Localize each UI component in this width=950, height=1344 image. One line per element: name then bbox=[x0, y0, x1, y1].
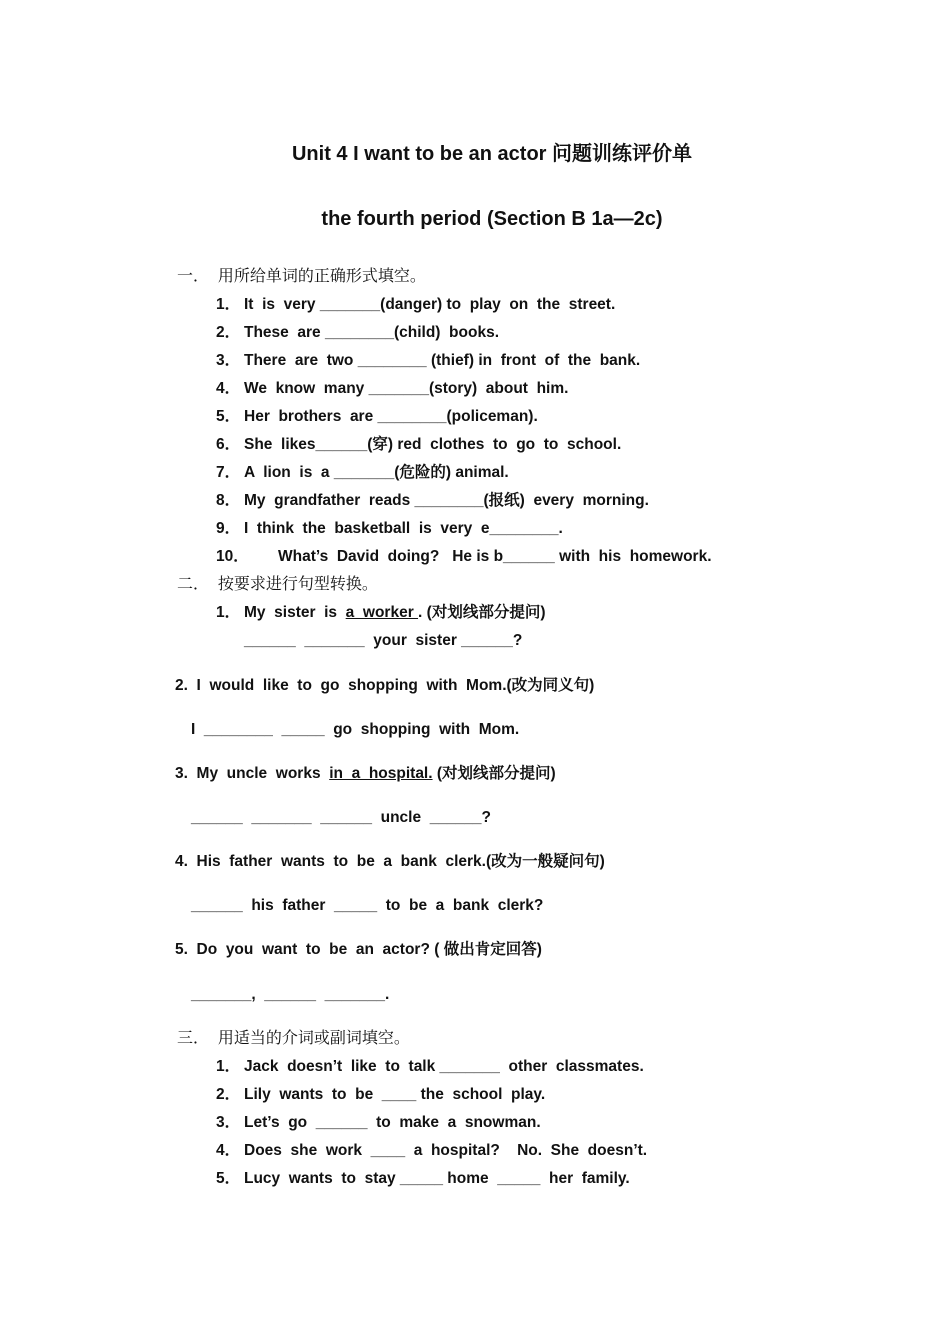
section3-item bbox=[216, 1169, 630, 1189]
section2-answer-1: ______ _______ your sister ______? bbox=[244, 632, 523, 649]
item-text: Jack doesn’t like to talk _______ other classmates. bbox=[244, 1058, 644, 1075]
item-number: 1． bbox=[216, 604, 241, 621]
section1-item bbox=[216, 547, 712, 567]
item-text: It is very _______(danger) to play on the street. bbox=[244, 296, 616, 313]
section1-heading: 一． 用所给单词的正确形式填空。 bbox=[177, 268, 426, 285]
question-instruction: . (对划线部分提问) bbox=[418, 604, 546, 621]
item-text: My grandfather reads ________(报纸) every morning. bbox=[244, 492, 649, 509]
item-text: Lily wants to be ____ the school play. bbox=[244, 1086, 546, 1103]
item-number: 5． bbox=[216, 1170, 241, 1187]
item-number: 1． bbox=[216, 296, 241, 313]
item-text: Let’s go ______ to make a snowman. bbox=[244, 1114, 541, 1131]
page-subtitle: the fourth period (Section B 1a—2c) bbox=[321, 208, 663, 230]
section3-item bbox=[216, 1085, 545, 1105]
section2-question-5: 5. Do you want to be an actor? ( 做出肯定回答) bbox=[175, 941, 542, 958]
section2-answer-3: ______ _______ ______ uncle ______? bbox=[191, 809, 491, 826]
item-text: There are two ________ (thief) in front of the bank. bbox=[244, 352, 641, 369]
item-number: 7． bbox=[216, 464, 241, 481]
section3-heading: 三． 用适当的介词或副词填空。 bbox=[177, 1030, 410, 1047]
section2-question-2: 2. I would like to go shopping with Mom.(改为同义句) bbox=[175, 677, 595, 694]
item-text: She likes______(穿) red clothes to go to school. bbox=[244, 436, 622, 453]
item-number: 2． bbox=[216, 1086, 241, 1103]
item-text: A lion is a _______(危险的) animal. bbox=[244, 464, 509, 481]
underlined-phrase: a worker bbox=[345, 604, 419, 621]
item-text: We know many _______(story) about him. bbox=[244, 380, 569, 397]
question-instruction: (对划线部分提问) bbox=[432, 765, 556, 782]
item-text: I think the basketball is very e________. bbox=[244, 520, 563, 537]
section2-answer-4: ______ his father _____ to be a bank clerk? bbox=[191, 897, 544, 914]
item-number: 8． bbox=[216, 492, 241, 509]
section1-item bbox=[216, 435, 621, 455]
section1-item bbox=[216, 407, 538, 427]
item-text: Lucy wants to stay _____ home _____ her family. bbox=[244, 1170, 630, 1187]
section1-item bbox=[216, 379, 568, 399]
section1-item bbox=[216, 351, 640, 371]
section3-item bbox=[216, 1113, 541, 1133]
section1-item bbox=[216, 491, 649, 511]
underlined-phrase: in a hospital. bbox=[329, 765, 433, 782]
question-text: My sister is bbox=[244, 604, 346, 621]
item-number: 9． bbox=[216, 520, 241, 537]
item-number: 3． bbox=[216, 1114, 241, 1131]
question-text: 3. My uncle works bbox=[175, 765, 330, 782]
item-number: 10． bbox=[216, 548, 249, 565]
section2-question-4: 4. His father wants to be a bank clerk.(改为一般疑问句) bbox=[175, 853, 605, 870]
item-number: 1． bbox=[216, 1058, 241, 1075]
section2-answer-2: I ________ _____ go shopping with Mom. bbox=[191, 721, 520, 738]
section2-heading: 二． 按要求进行句型转换。 bbox=[177, 576, 378, 593]
item-text: Does she work ____ a hospital? No. She doesn’t. bbox=[244, 1142, 648, 1159]
item-text: These are ________(child) books. bbox=[244, 324, 500, 341]
section1-item bbox=[216, 323, 499, 343]
page-title: Unit 4 I want to be an actor 问题训练评价单 bbox=[291, 143, 693, 165]
section1-item bbox=[216, 295, 615, 315]
section2-question-3 bbox=[175, 764, 556, 784]
section2-answer-5: _______, ______ _______. bbox=[191, 986, 390, 1003]
section3-item bbox=[216, 1057, 644, 1077]
item-number: 6． bbox=[216, 436, 241, 453]
item-number: 2． bbox=[216, 324, 241, 341]
item-number: 4． bbox=[216, 380, 241, 397]
section2-question-1 bbox=[216, 603, 545, 623]
item-text: What’s David doing? He is b______ with his homework. bbox=[278, 548, 712, 565]
item-text: Her brothers are ________(policeman). bbox=[244, 408, 538, 425]
item-number: 5． bbox=[216, 408, 241, 425]
item-number: 4． bbox=[216, 1142, 241, 1159]
section1-item bbox=[216, 519, 563, 539]
section1-item bbox=[216, 463, 509, 483]
item-number: 3． bbox=[216, 352, 241, 369]
section3-item bbox=[216, 1141, 647, 1161]
